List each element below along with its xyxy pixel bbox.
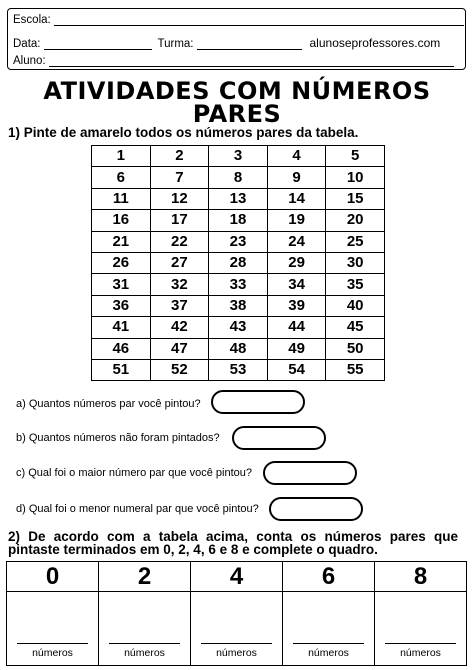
count-cell[interactable]: [99, 592, 191, 666]
question-a: a) Quantos números par você pintou?: [16, 398, 201, 410]
number-cell[interactable]: 20: [326, 210, 385, 231]
number-cell[interactable]: 7: [150, 167, 209, 188]
question-2: 2) De acordo com a tabela acima, conta os números pares que pintaste terminados em 0, 2, 4, 6 e 8 e complete o quadro.: [8, 529, 458, 557]
answer-b-box[interactable]: [232, 426, 326, 450]
question-b: b) Quantos números não foram pintados?: [16, 432, 220, 444]
number-cell[interactable]: 36: [92, 295, 151, 316]
question-c: c) Qual foi o maior número par que você pintou?: [16, 467, 253, 479]
student-label: Aluno:: [13, 55, 46, 67]
number-cell[interactable]: 1: [92, 146, 151, 167]
number-cell[interactable]: 41: [92, 317, 151, 338]
date-row: [13, 36, 440, 50]
student-field[interactable]: [49, 55, 454, 67]
digit-header: 8: [375, 562, 467, 592]
number-cell[interactable]: 51: [92, 359, 151, 380]
number-cell[interactable]: 16: [92, 210, 151, 231]
number-cell[interactable]: 5: [326, 146, 385, 167]
number-table: [91, 145, 385, 381]
table-row: [92, 338, 385, 359]
school-field[interactable]: [54, 14, 464, 26]
number-cell[interactable]: 47: [150, 338, 209, 359]
student-row: [13, 55, 454, 67]
number-cell[interactable]: 54: [267, 359, 326, 380]
table-row: [92, 146, 385, 167]
table-row: [92, 210, 385, 231]
number-cell[interactable]: 28: [209, 252, 268, 273]
number-cell[interactable]: 55: [326, 359, 385, 380]
number-cell[interactable]: 49: [267, 338, 326, 359]
class-label: Turma:: [157, 38, 194, 50]
number-cell[interactable]: 53: [209, 359, 268, 380]
answer-a-box[interactable]: [211, 390, 305, 414]
count-unit-label: números: [216, 647, 257, 659]
number-cell[interactable]: 46: [92, 338, 151, 359]
question-d: d) Qual foi o menor numeral par que você pintou?: [16, 503, 259, 515]
number-cell[interactable]: 22: [150, 231, 209, 252]
number-cell[interactable]: 37: [150, 295, 209, 316]
count-cell[interactable]: [191, 592, 283, 666]
number-cell[interactable]: 25: [326, 231, 385, 252]
number-cell[interactable]: 48: [209, 338, 268, 359]
number-cell[interactable]: 42: [150, 317, 209, 338]
page-title-line1: ATIVIDADES COM NÚMEROS: [43, 77, 431, 105]
number-cell[interactable]: 12: [150, 188, 209, 209]
number-cell[interactable]: 19: [267, 210, 326, 231]
date-label: Data:: [13, 38, 41, 50]
answer-c-box[interactable]: [263, 461, 357, 485]
table-row: [92, 317, 385, 338]
number-cell[interactable]: 44: [267, 317, 326, 338]
number-cell[interactable]: 39: [267, 295, 326, 316]
table-row: [92, 231, 385, 252]
count-cell[interactable]: [7, 592, 99, 666]
number-cell[interactable]: 30: [326, 252, 385, 273]
digit-count-table: [6, 561, 467, 666]
digit-header: 2: [99, 562, 191, 592]
number-cell[interactable]: 52: [150, 359, 209, 380]
school-label: Escola:: [13, 14, 51, 26]
number-cell[interactable]: 34: [267, 274, 326, 295]
number-cell[interactable]: 15: [326, 188, 385, 209]
number-cell[interactable]: 18: [209, 210, 268, 231]
number-cell[interactable]: 29: [267, 252, 326, 273]
number-cell[interactable]: 38: [209, 295, 268, 316]
table-row: [92, 188, 385, 209]
count-cell[interactable]: [375, 592, 467, 666]
number-cell[interactable]: 24: [267, 231, 326, 252]
number-cell[interactable]: 40: [326, 295, 385, 316]
table-row: [92, 359, 385, 380]
number-cell[interactable]: 10: [326, 167, 385, 188]
number-cell[interactable]: 9: [267, 167, 326, 188]
number-cell[interactable]: 3: [209, 146, 268, 167]
answer-line[interactable]: [385, 643, 456, 644]
date-field[interactable]: [44, 38, 152, 50]
count-unit-label: números: [124, 647, 165, 659]
number-cell[interactable]: 45: [326, 317, 385, 338]
number-cell[interactable]: 23: [209, 231, 268, 252]
number-cell[interactable]: 14: [267, 188, 326, 209]
table-row: [92, 167, 385, 188]
count-cell[interactable]: [283, 592, 375, 666]
number-cell[interactable]: 2: [150, 146, 209, 167]
number-cell[interactable]: 21: [92, 231, 151, 252]
site-name: alunoseprofessores.com: [309, 36, 441, 50]
table-row: [92, 274, 385, 295]
number-cell[interactable]: 6: [92, 167, 151, 188]
number-cell[interactable]: 27: [150, 252, 209, 273]
count-unit-label: números: [400, 647, 441, 659]
number-cell[interactable]: 50: [326, 338, 385, 359]
school-row: [13, 14, 464, 26]
digit-header: 0: [7, 562, 99, 592]
digit-header: 4: [191, 562, 283, 592]
number-cell[interactable]: 11: [92, 188, 151, 209]
count-unit-label: números: [308, 647, 349, 659]
number-cell[interactable]: 43: [209, 317, 268, 338]
number-cell[interactable]: 4: [267, 146, 326, 167]
number-cell[interactable]: 32: [150, 274, 209, 295]
number-cell[interactable]: 17: [150, 210, 209, 231]
question-1: 1) Pinte de amarelo todos os números pares da tabela.: [8, 125, 359, 140]
answer-line[interactable]: [201, 643, 272, 644]
number-cell[interactable]: 31: [92, 274, 151, 295]
answer-line[interactable]: [293, 643, 364, 644]
number-cell[interactable]: 35: [326, 274, 385, 295]
number-cell[interactable]: 13: [209, 188, 268, 209]
number-cell[interactable]: 26: [92, 252, 151, 273]
count-unit-label: números: [32, 647, 73, 659]
digit-header: 6: [283, 562, 375, 592]
number-cell[interactable]: 33: [209, 274, 268, 295]
answer-line[interactable]: [17, 643, 88, 644]
table-row: [92, 252, 385, 273]
number-cell[interactable]: 8: [209, 167, 268, 188]
answer-line[interactable]: [109, 643, 180, 644]
table-row: [92, 295, 385, 316]
answer-d-box[interactable]: [269, 497, 363, 521]
page-title-line2: PARES: [192, 100, 282, 128]
class-field[interactable]: [197, 38, 302, 50]
